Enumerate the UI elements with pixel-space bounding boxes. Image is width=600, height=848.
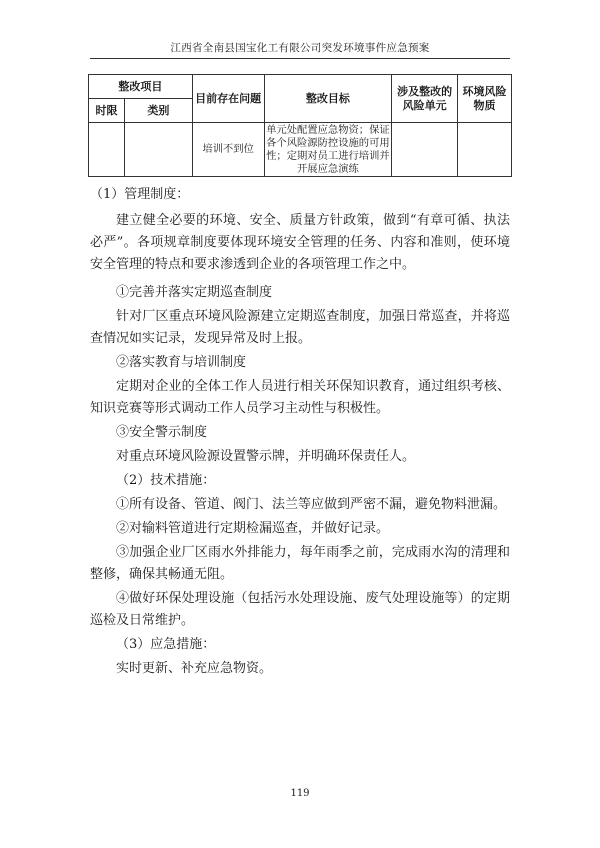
- body-paragraph: 针对厂区重点环境风险源建立定期巡查制度，加强日常巡查，并将巡查情况如实记录，发现异常及时上报。: [90, 309, 510, 346]
- subheading-training: ②落实教育与培训制度: [116, 355, 247, 370]
- subheading-warning: ③安全警示制度: [116, 425, 208, 440]
- page-number: 119: [290, 788, 310, 799]
- header-risk-unit: 涉及整改的风险单元: [392, 75, 458, 123]
- header-material: 环境风险物质: [458, 75, 512, 123]
- body-paragraph: 实时更新、补充应急物资。: [116, 661, 273, 676]
- body-paragraph: ③加强企业厂区雨水外排能力，每年雨季之前，完成雨水沟的清理和整修，确保其畅通无阻。: [90, 545, 510, 582]
- body-paragraph: ④做好环保处理设施（包括污水处理设施、废气处理设施等）的定期巡检及日常维护。: [90, 591, 510, 628]
- header-target: 整改目标: [264, 75, 392, 123]
- header-issue: 目前存在问题: [192, 75, 264, 123]
- cell-material: [458, 123, 512, 177]
- cell-risk-unit: [392, 123, 458, 177]
- header-category: 类别: [124, 99, 192, 123]
- header-divider: [90, 58, 510, 59]
- body-paragraph: 定期对企业的全体工作人员进行相关环保知识教育，通过组织考核、知识竞赛等形式调动工作人员学习主动性与积极性。: [90, 379, 510, 416]
- header-project: 整改项目: [89, 75, 193, 99]
- rectification-table: [88, 74, 512, 177]
- page-header: 江西省全南县国宝化工有限公司突发环境事件应急预案: [170, 42, 430, 54]
- cell-period: [89, 123, 125, 177]
- body-paragraph: 对重点环境风险源设置警示牌，并明确环保责任人。: [116, 449, 416, 464]
- cell-issue: 培训不到位: [192, 123, 264, 177]
- table-row: [89, 123, 512, 177]
- header-period: 时限: [89, 99, 125, 123]
- section-emergency-heading: （3）应急措施：: [116, 637, 216, 652]
- body-paragraph: 建立健全必要的环境、安全、质量方针政策，做到“有章可循、执法必严”。各项规章制度要体现环境安全管理的任务、内容和准则，使环境安全管理的特点和要求渗透到企业的各项管理工作之中。: [90, 213, 510, 272]
- body-paragraph: ②对输料管道进行定期检漏巡查，并做好记录。: [116, 521, 390, 536]
- subheading-inspection: ①完善并落实定期巡查制度: [116, 285, 273, 300]
- cell-target: 单元处配置应急物资；保证各个风险源防控设施的可用性；定期对员工进行培训并开展应急演练: [264, 123, 392, 177]
- cell-category: [124, 123, 192, 177]
- body-paragraph: ①所有设备、管道、阀门、法兰等应做到严密不漏，避免物料泄漏。: [116, 497, 507, 512]
- section-management-heading: （1）管理制度：: [90, 187, 190, 202]
- section-technical-heading: （2）技术措施：: [116, 473, 216, 488]
